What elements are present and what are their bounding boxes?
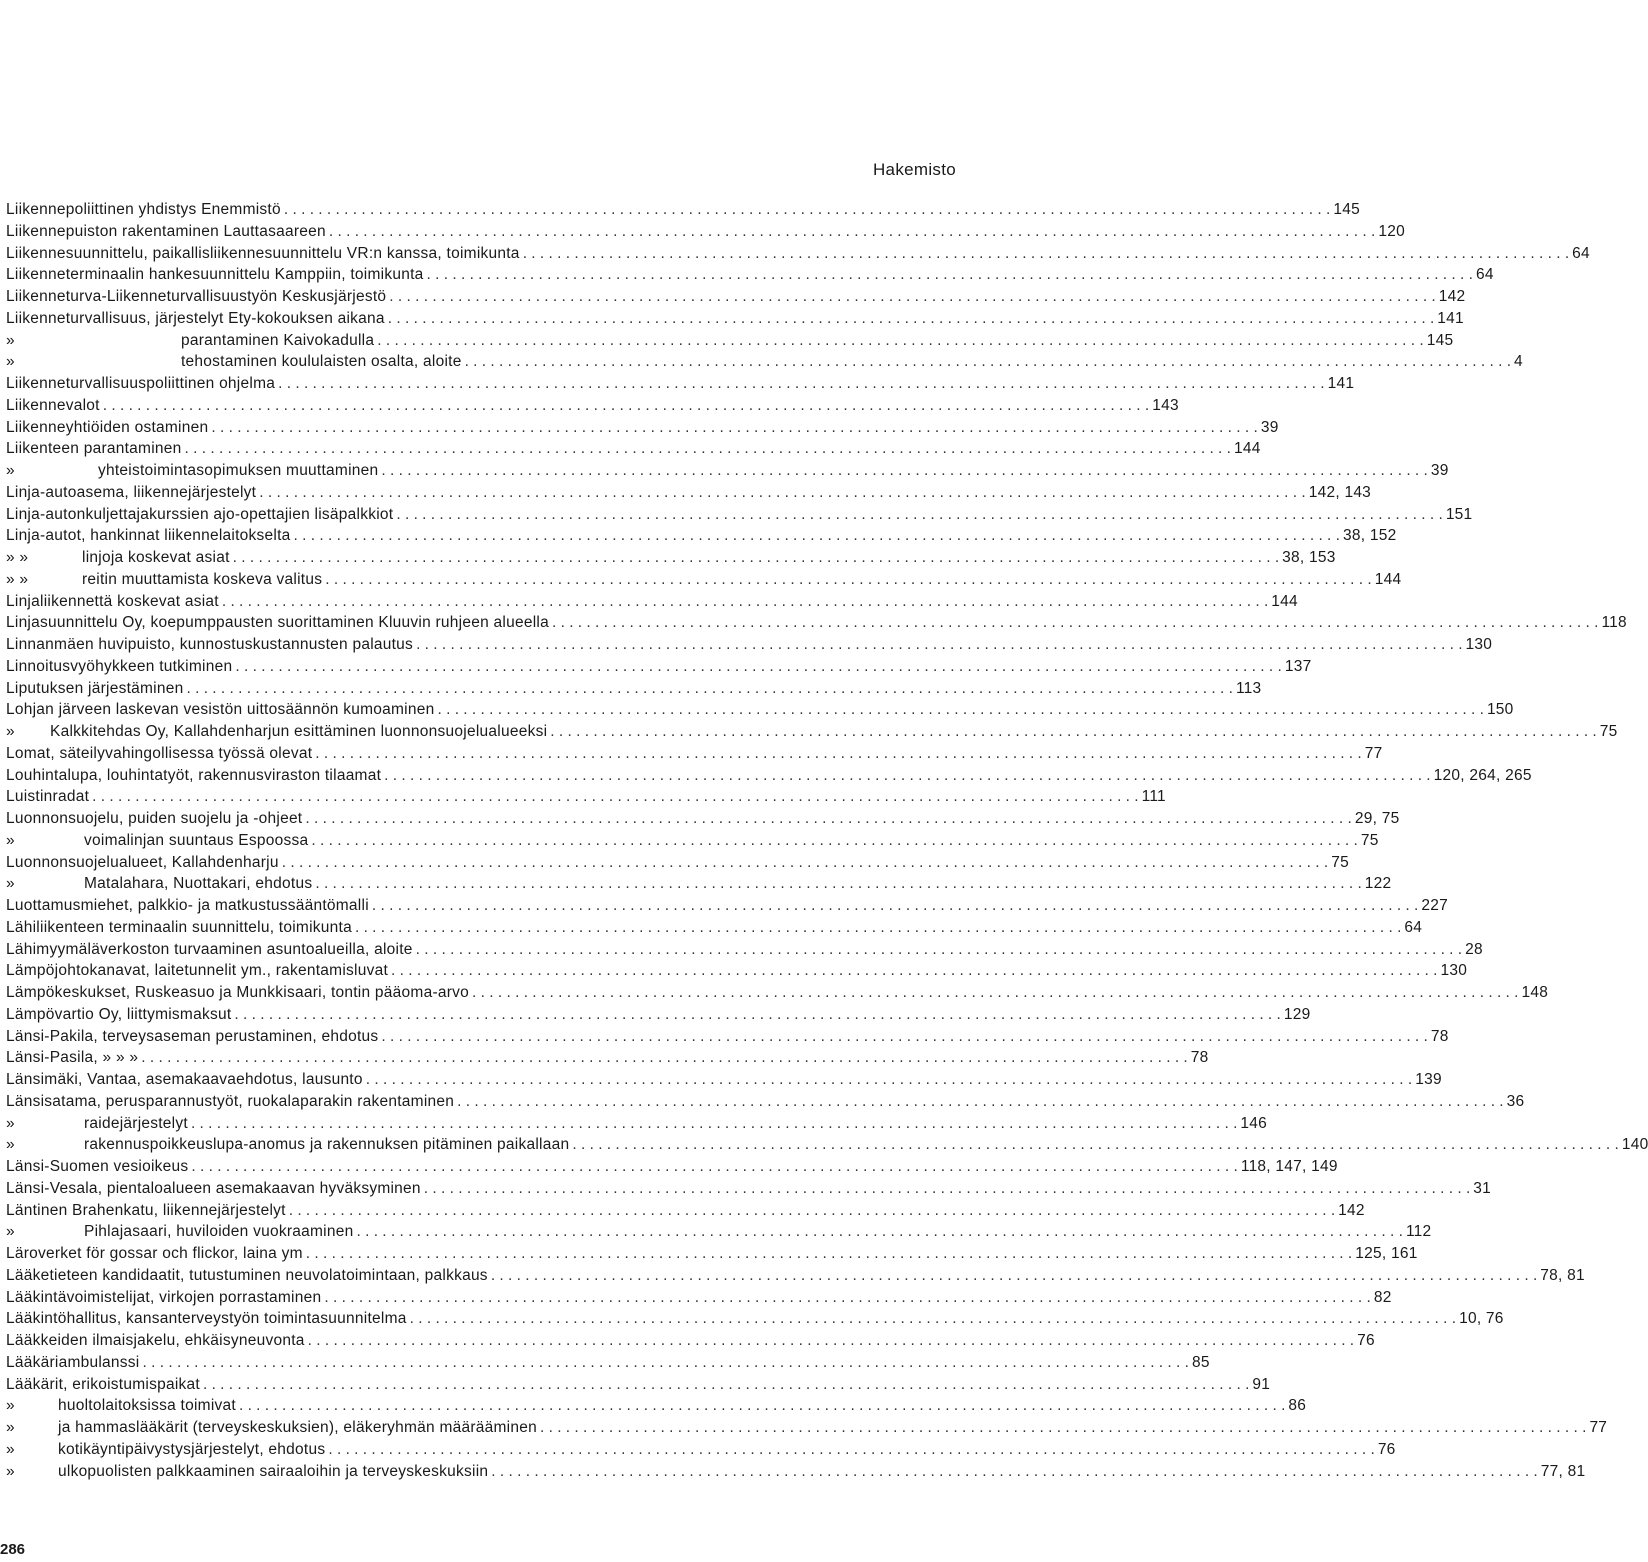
index-entry bbox=[6, 1287, 1392, 1309]
dot-leader bbox=[416, 939, 1462, 961]
entry-term: Länsi-Vesala, pientaloalueen asemakaavan hyväksyminen bbox=[6, 1179, 421, 1197]
entry-term: Luonnonsuojelu, puiden suojelu ja -ohjeet bbox=[6, 810, 303, 827]
dot-leader bbox=[211, 417, 1257, 439]
entry-term: Liikennesuunnittelu, paikallisliikennesuunnittelu VR:n kanssa, toimikunta bbox=[6, 244, 520, 262]
index-entry bbox=[6, 482, 1372, 504]
dot-leader bbox=[552, 612, 1598, 634]
dot-leader bbox=[416, 634, 1462, 656]
index-entry bbox=[6, 373, 1355, 395]
entry-term: Linnanmäen huvipuisto, kunnostuskustannusten palautus bbox=[6, 636, 414, 653]
dot-leader bbox=[203, 1374, 1249, 1396]
entry-pages: 118, 147, 149 bbox=[1240, 1158, 1338, 1175]
entry-pages: 141 bbox=[1437, 309, 1464, 327]
entry-pages: 118 bbox=[1601, 614, 1627, 632]
dot-leader bbox=[491, 1265, 1537, 1287]
index-entry bbox=[6, 830, 1379, 852]
index-entry bbox=[6, 1221, 1432, 1243]
index-entry bbox=[6, 1265, 1585, 1287]
ditto-mark: » bbox=[6, 1136, 15, 1154]
index-entry bbox=[6, 1069, 1442, 1091]
dot-leader bbox=[289, 1200, 1335, 1222]
dot-leader bbox=[222, 591, 1268, 613]
index-entry bbox=[6, 612, 1627, 634]
entry-term: Lämpövartio Oy, liittymismaksut bbox=[6, 1005, 232, 1023]
entry-term: Lääkintävoimistelijat, virkojen porrastaminen bbox=[6, 1288, 322, 1306]
entry-pages: 86 bbox=[1288, 1397, 1307, 1415]
entry-term: reitin muuttamista koskeva valitus bbox=[82, 570, 323, 588]
index-entry bbox=[6, 982, 1549, 1004]
dot-leader bbox=[388, 308, 1434, 330]
entry-term: Lohjan järveen laskevan vesistön uittosäännön kumoaminen bbox=[6, 701, 435, 719]
index-entry bbox=[6, 1134, 1648, 1156]
dot-leader bbox=[424, 1178, 1470, 1200]
dot-leader bbox=[239, 1395, 1285, 1417]
index-entry bbox=[6, 765, 1532, 787]
index-entry bbox=[6, 1461, 1586, 1483]
entry-pages: 140 bbox=[1621, 1136, 1648, 1154]
dot-leader bbox=[427, 264, 1473, 286]
entry-term: Läroverket för gossar och flickor, laina ym bbox=[6, 1245, 303, 1262]
entry-pages: 75 bbox=[1331, 853, 1349, 871]
dot-leader bbox=[191, 1156, 1237, 1178]
index-entry bbox=[6, 873, 1392, 895]
dot-leader bbox=[372, 895, 1418, 917]
dot-leader bbox=[329, 221, 1375, 243]
entry-term: Länsisatama, perusparannustyöt, ruokalaparakin rakentaminen bbox=[6, 1092, 455, 1110]
dot-leader bbox=[103, 395, 1149, 417]
entry-pages: 151 bbox=[1445, 505, 1473, 523]
index-entry bbox=[6, 1374, 1271, 1396]
dot-leader bbox=[306, 1243, 1352, 1265]
entry-term: Länsi-Pasila, » » » bbox=[6, 1049, 139, 1067]
entry-term: yhteistoimintasopimuksen muuttaminen bbox=[98, 462, 379, 479]
entry-pages: 76 bbox=[1377, 1440, 1396, 1458]
entry-pages: 141 bbox=[1327, 375, 1355, 392]
index-entry bbox=[6, 1156, 1338, 1178]
entry-pages: 76 bbox=[1357, 1332, 1375, 1349]
entry-pages: 148 bbox=[1521, 984, 1549, 1001]
entry-pages: 145 bbox=[1426, 331, 1454, 349]
entry-pages: 142, 143 bbox=[1308, 483, 1372, 501]
dot-leader bbox=[233, 547, 1279, 569]
entry-term: Liikenneturva-Liikenneturvallisuustyön Keskusjärjestö bbox=[6, 288, 387, 305]
entry-pages: 78 bbox=[1190, 1049, 1209, 1067]
entry-term: Länsi-Pakila, terveysaseman perustaminen, ehdotus bbox=[6, 1027, 379, 1045]
dot-leader bbox=[234, 1004, 1280, 1026]
entry-term: Lääketieteen kandidaatit, tutustuminen neuvolatoimintaan, palkkaus bbox=[6, 1266, 488, 1284]
index-entry bbox=[6, 1113, 1268, 1135]
entry-pages: 142 bbox=[1438, 288, 1466, 305]
ditto-mark: » bbox=[6, 1397, 15, 1415]
entry-pages: 112 bbox=[1405, 1223, 1432, 1241]
entry-pages: 28 bbox=[1465, 940, 1483, 958]
entry-term: Lääkkeiden ilmaisjakelu, ehkäisyneuvonta bbox=[6, 1332, 305, 1349]
dot-leader bbox=[284, 199, 1330, 221]
index-entry bbox=[6, 699, 1514, 721]
entry-term: Lämpökeskukset, Ruskeasuo ja Munkkisaari, tontin pääoma-arvo bbox=[6, 984, 470, 1001]
dot-leader bbox=[550, 721, 1596, 743]
entry-term: Linja-autot, hankinnat liikennelaitokselta bbox=[6, 527, 291, 545]
index-entry bbox=[6, 1352, 1210, 1374]
dot-leader bbox=[391, 960, 1437, 982]
entry-term: tehostaminen koululaisten osalta, aloite bbox=[181, 353, 462, 371]
dot-leader bbox=[377, 330, 1423, 352]
entry-pages: 4 bbox=[1514, 353, 1523, 371]
entry-term: Liikenteen parantaminen bbox=[6, 440, 182, 458]
entry-pages: 129 bbox=[1283, 1005, 1311, 1023]
entry-pages: 130 bbox=[1440, 962, 1468, 980]
entry-pages: 150 bbox=[1486, 701, 1514, 719]
entry-pages: 120 bbox=[1378, 222, 1405, 240]
entry-term: voimalinjan suuntaus Espoossa bbox=[84, 831, 309, 849]
entry-pages: 130 bbox=[1465, 636, 1493, 653]
entry-term: raidejärjestelyt bbox=[84, 1114, 188, 1132]
index-entry bbox=[6, 917, 1423, 939]
index-entry bbox=[6, 591, 1298, 613]
index-entry bbox=[6, 678, 1262, 700]
ditto-mark: » bbox=[6, 723, 15, 740]
page-number: 286 bbox=[0, 1541, 26, 1558]
ditto-mark: » bbox=[6, 462, 15, 479]
entry-pages: 31 bbox=[1473, 1179, 1492, 1197]
entry-pages: 36 bbox=[1506, 1092, 1525, 1110]
entry-pages: 77 bbox=[1589, 1419, 1608, 1436]
entry-term: Louhintalupa, louhintatyöt, rakennusviraston tilaamat bbox=[6, 766, 382, 784]
index-entry bbox=[6, 960, 1468, 982]
index-entry bbox=[6, 743, 1383, 765]
entry-pages: 64 bbox=[1572, 244, 1590, 262]
entry-pages: 38, 152 bbox=[1342, 527, 1397, 545]
entry-term: ulkopuolisten palkkaaminen sairaaloihin ja terveyskeskuksiin bbox=[58, 1462, 489, 1480]
entry-pages: 144 bbox=[1374, 570, 1402, 588]
entry-term: Luonnonsuojelualueet, Kallahdenharju bbox=[6, 853, 279, 871]
index-entry bbox=[6, 656, 1312, 678]
index-entry bbox=[6, 808, 1400, 830]
index-entry bbox=[6, 547, 1336, 569]
index-entry bbox=[6, 1178, 1492, 1200]
dot-leader bbox=[384, 765, 1430, 787]
entry-term: Liikenneyhtiöiden ostaminen bbox=[6, 418, 209, 436]
dot-leader bbox=[315, 873, 1361, 895]
index-entry bbox=[6, 438, 1261, 460]
dot-leader bbox=[305, 808, 1351, 830]
ditto-mark: » bbox=[6, 1440, 15, 1458]
index-entry bbox=[6, 308, 1464, 330]
dot-leader bbox=[294, 525, 1340, 547]
dot-leader bbox=[143, 1352, 1189, 1374]
entry-term: Linjasuunnittelu Oy, koepumppausten suorittaminen Kluuvin ruhjeen alueella bbox=[6, 614, 549, 632]
entry-pages: 142 bbox=[1338, 1201, 1365, 1219]
dot-leader bbox=[389, 286, 1435, 308]
entry-pages: 77, 81 bbox=[1540, 1462, 1586, 1480]
index-entry bbox=[6, 786, 1166, 808]
dot-leader bbox=[540, 1417, 1586, 1439]
entry-pages: 78 bbox=[1430, 1027, 1449, 1045]
dot-leader bbox=[396, 504, 1442, 526]
index-entry bbox=[6, 395, 1179, 417]
entry-term: Linja-autoasema, liikennejärjestelyt bbox=[6, 483, 257, 501]
entry-pages: 38, 153 bbox=[1282, 549, 1336, 566]
entry-pages: 113 bbox=[1235, 679, 1262, 697]
index-entry bbox=[6, 1330, 1375, 1352]
dot-leader bbox=[282, 852, 1328, 874]
dot-leader bbox=[381, 460, 1427, 482]
ditto-mark: » bbox=[6, 831, 15, 849]
entry-term: Lähimyymäläverkoston turvaaminen asuntoalueilla, aloite bbox=[6, 940, 413, 958]
entry-term: Liikenneterminaalin hankesuunnittelu Kamppiin, toimikunta bbox=[6, 266, 424, 284]
entry-term: Lämpöjohtokanavat, laitetunnelit ym., rakentamisluvat bbox=[6, 962, 389, 980]
index-entry bbox=[6, 504, 1473, 526]
entry-term: Luottamusmiehet, palkkio- ja matkustussääntömalli bbox=[6, 897, 369, 914]
index-entry bbox=[6, 1243, 1418, 1265]
index-entry bbox=[6, 417, 1279, 439]
ditto-mark: » bbox=[6, 1462, 15, 1480]
ditto-mark: » » bbox=[6, 570, 29, 588]
entry-pages: 10, 76 bbox=[1459, 1310, 1504, 1328]
entry-term: Kalkkitehdas Oy, Kallahdenharjun esittäminen luonnonsuojelualueeksi bbox=[50, 723, 548, 740]
entry-term: Länsimäki, Vantaa, asemakaavaehdotus, lausunto bbox=[6, 1071, 363, 1088]
entry-pages: 77 bbox=[1364, 744, 1383, 762]
entry-term: Lääkärit, erikoistumispaikat bbox=[6, 1375, 200, 1393]
entry-term: huoltolaitoksissa toimivat bbox=[58, 1397, 236, 1415]
entry-pages: 227 bbox=[1421, 897, 1448, 914]
ditto-mark: » bbox=[6, 1114, 15, 1132]
dot-leader bbox=[465, 351, 1511, 373]
index-entry bbox=[6, 939, 1483, 961]
entry-term: parantaminen Kaivokadulla bbox=[181, 331, 375, 349]
index-entry bbox=[6, 1200, 1365, 1222]
dot-leader bbox=[457, 1091, 1503, 1113]
index-entry bbox=[6, 1395, 1307, 1417]
dot-leader bbox=[324, 1287, 1370, 1309]
dot-leader bbox=[92, 786, 1138, 808]
index-entry bbox=[6, 1004, 1311, 1026]
ditto-mark: » bbox=[6, 875, 15, 893]
index-entry bbox=[6, 525, 1397, 547]
entry-pages: 146 bbox=[1240, 1114, 1268, 1132]
entry-pages: 143 bbox=[1152, 396, 1179, 414]
dot-leader bbox=[186, 678, 1232, 700]
index-entry bbox=[6, 243, 1590, 265]
dot-leader bbox=[491, 1461, 1537, 1483]
entry-pages: 111 bbox=[1141, 788, 1166, 806]
entry-term: Liikennevalot bbox=[6, 396, 100, 414]
entry-term: Länsi-Suomen vesioikeus bbox=[6, 1158, 189, 1175]
dot-leader bbox=[311, 830, 1357, 852]
index-entry bbox=[6, 721, 1618, 743]
ditto-mark: » » bbox=[6, 549, 29, 566]
entry-pages: 64 bbox=[1404, 918, 1423, 936]
dot-leader bbox=[308, 1330, 1354, 1352]
dot-leader bbox=[315, 743, 1361, 765]
entry-pages: 82 bbox=[1373, 1288, 1392, 1306]
dot-leader bbox=[278, 373, 1324, 395]
entry-term: Lomat, säteilyvahingollisessa työssä olevat bbox=[6, 744, 313, 762]
dot-leader bbox=[355, 917, 1401, 939]
index-entry bbox=[6, 569, 1402, 591]
entry-term: Läntinen Brahenkatu, liikennejärjestelyt bbox=[6, 1201, 286, 1219]
entry-term: rakennuspoikkeuslupa-anomus ja rakennuksen pitäminen paikallaan bbox=[84, 1136, 570, 1154]
entry-term: Linjaliikennettä koskevat asiat bbox=[6, 592, 219, 610]
entry-pages: 29, 75 bbox=[1354, 810, 1400, 827]
entry-pages: 39 bbox=[1260, 418, 1279, 436]
entry-pages: 137 bbox=[1284, 657, 1312, 675]
entry-term: Lääkäriambulanssi bbox=[6, 1353, 140, 1371]
dot-leader bbox=[366, 1069, 1412, 1091]
entry-term: Pihlajasaari, huviloiden vuokraaminen bbox=[84, 1223, 354, 1241]
entry-pages: 78, 81 bbox=[1540, 1266, 1585, 1284]
entry-term: Liikennepuiston rakentaminen Lauttasaareen bbox=[6, 222, 326, 240]
page-header: Hakemisto bbox=[872, 160, 956, 179]
index-entry bbox=[6, 221, 1405, 243]
dot-leader bbox=[191, 1113, 1237, 1135]
entry-term: Lähiliikenteen terminaalin suunnittelu, toimikunta bbox=[6, 918, 352, 936]
dot-leader bbox=[356, 1221, 1402, 1243]
entry-pages: 122 bbox=[1364, 875, 1392, 893]
index-entry bbox=[6, 1308, 1504, 1330]
index-entry bbox=[6, 1439, 1396, 1461]
index-entry bbox=[6, 1047, 1209, 1069]
index-entry bbox=[6, 199, 1360, 221]
index-entry bbox=[6, 895, 1448, 917]
index-entry bbox=[6, 351, 1523, 373]
entry-pages: 39 bbox=[1430, 462, 1449, 479]
index-entry bbox=[6, 264, 1494, 286]
entry-term: Matalahara, Nuottakari, ehdotus bbox=[84, 875, 313, 893]
entry-term: Linja-autonkuljettajakurssien ajo-opettajien lisäpalkkiot bbox=[6, 505, 394, 523]
dot-leader bbox=[185, 438, 1231, 460]
entry-term: Liikenneturvallisuuspoliittinen ohjelma bbox=[6, 375, 276, 392]
entry-term: Liputuksen järjestäminen bbox=[6, 679, 184, 697]
entry-term: linjoja koskevat asiat bbox=[82, 549, 230, 566]
index-entry bbox=[6, 1026, 1449, 1048]
index-entry bbox=[6, 634, 1493, 656]
dot-leader bbox=[523, 243, 1569, 265]
entry-term: Liikenneturvallisuus, järjestelyt Ety-kokouksen aikana bbox=[6, 309, 385, 327]
entry-term: Lääkintöhallitus, kansanterveystyön toimintasuunnitelma bbox=[6, 1310, 407, 1328]
index-entry bbox=[6, 330, 1454, 352]
entry-pages: 145 bbox=[1333, 201, 1360, 218]
dot-leader bbox=[259, 482, 1305, 504]
entry-term: Liikennepoliittinen yhdistys Enemmistö bbox=[6, 201, 281, 218]
index-entry bbox=[6, 286, 1466, 308]
index-entry bbox=[6, 460, 1449, 482]
ditto-mark: » bbox=[6, 1223, 15, 1241]
dot-leader bbox=[235, 656, 1281, 678]
ditto-mark: » bbox=[6, 353, 15, 371]
entry-pages: 144 bbox=[1271, 592, 1298, 610]
entry-pages: 120, 264, 265 bbox=[1433, 766, 1532, 784]
dot-leader bbox=[572, 1134, 1618, 1156]
entry-pages: 139 bbox=[1415, 1071, 1442, 1088]
dot-leader bbox=[328, 1439, 1374, 1461]
dot-leader bbox=[325, 569, 1371, 591]
entry-pages: 64 bbox=[1475, 266, 1494, 284]
dot-leader bbox=[381, 1026, 1427, 1048]
entry-pages: 85 bbox=[1191, 1353, 1210, 1371]
entry-term: Luistinradat bbox=[6, 788, 90, 806]
index-list bbox=[6, 199, 1648, 1482]
entry-pages: 75 bbox=[1360, 831, 1379, 849]
index-entry bbox=[6, 852, 1349, 874]
dot-leader bbox=[410, 1308, 1456, 1330]
dot-leader bbox=[472, 982, 1518, 1004]
entry-term: kotikäyntipäivystysjärjestelyt, ehdotus bbox=[58, 1440, 326, 1458]
dot-leader bbox=[437, 699, 1483, 721]
dot-leader bbox=[141, 1047, 1187, 1069]
entry-term: ja hammaslääkärit (terveyskeskuksien), eläkeryhmän määrääminen bbox=[58, 1419, 537, 1436]
ditto-mark: » bbox=[6, 331, 15, 349]
entry-pages: 75 bbox=[1599, 723, 1618, 740]
entry-pages: 125, 161 bbox=[1355, 1245, 1418, 1262]
ditto-mark: » bbox=[6, 1419, 15, 1436]
entry-pages: 91 bbox=[1252, 1375, 1271, 1393]
index-entry bbox=[6, 1091, 1525, 1113]
entry-term: Linnoitusvyöhykkeen tutkiminen bbox=[6, 657, 233, 675]
entry-pages: 144 bbox=[1233, 440, 1261, 458]
index-entry bbox=[6, 1417, 1608, 1439]
